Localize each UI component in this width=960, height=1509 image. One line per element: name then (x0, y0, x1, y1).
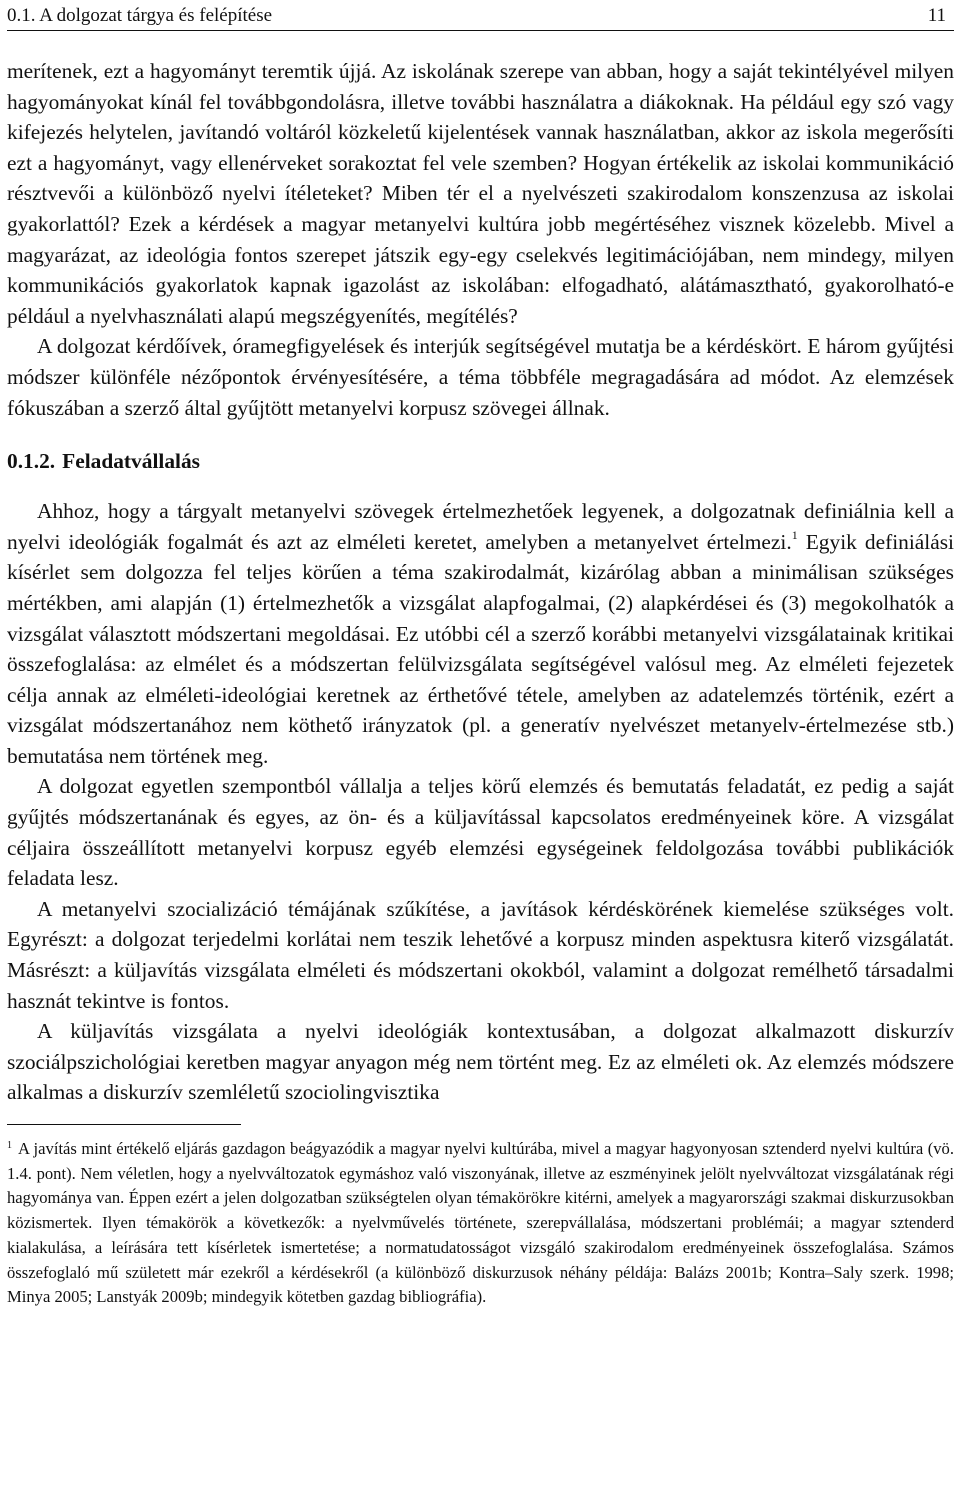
paragraph-continued: merítenek, ezt a hagyományt teremtik újjá. Az iskolának szerepe van abban, hogy a saját tekintélyével milyen hagyományokat kínál fel továbbgondolásra, illetve további használatra a diákoknak. Ha például egy szó vagy kifejezés helytelen, javítandó voltáról közkeletű kijelentések vannak használatban, akkor az iskola megerősíti ezt a hagyományt, vagy ellenérveket sorakoztat fel vele szemben? Hogyan értékelik az iskolai kommunikáció résztvevői a különböző nyelvi ítéleteket? Miben tér el a nyelvészeti szakirodalom konszenzusa az iskolai gyakorlattól? Ezek a kérdések a magyar metanyelvi kultúra jobb megértéséhez visznek közelebb. Mivel a magyarázat, az ideológia fontos szerepet játszik egy-egy cselekvés legitimációjában, nem mindegy, milyen kommunikációs gyakorlatok kapnak igazolást az iskolában: elfogadható, alátámasztható, gyakorolható-e például a nyelvhasználati alapú megszégyenítés, megítélés? (7, 59, 954, 328)
paragraph-scope: A dolgozat egyetlen szempontból vállalja a teljes körű elemzés és bemutatás feladatát, ez pedig a saját gyűjtés módszertanának és egyes, az ön- és a küljavítással kapcsolatos eredményeinek köre. A vizsgálat céljaira összeállított metanyelvi korpusz egyéb elemzési egységeinek feldolgozása további publikációk feladata lesz. (7, 774, 954, 891)
body-text (7, 56, 954, 1108)
header-rule (7, 30, 954, 31)
footnote-reference[interactable]: 1 (791, 527, 798, 542)
footnote (7, 1137, 954, 1310)
footnote-marker: 1 (7, 1140, 12, 1151)
paragraph-theoretical-reason: A küljavítás vizsgálata a nyelvi ideológiák kontextusában, a dolgozat alkalmazott diskurzív szociálpszichológiai keretben magyar anyagon még nem történt meg. Ez az elméleti ok. Az elemzés módszere alkalmas a diskurzív szemléletű szociolingvisztika (7, 1019, 954, 1105)
section-heading (7, 446, 954, 476)
paragraph-text-before-footnote: Ahhoz, hogy a tárgyalt metanyelvi szövegek értelmezhetőek legyenek, a dolgozatnak definiálnia kell a nyelvi ideológiák fogalmát és azt az elméleti keretet, amelyben a metanyelvet értelmezi. (7, 499, 954, 554)
paragraph-task-definition (7, 496, 954, 771)
footnote-text: A javítás mint értékelő eljárás gazdagon beágyazódik a magyar nyelvi kultúrába, mivel a magyar hagyonyosan sztenderd nyelvi kultúra (vö. 1.4. pont). Nem véletlen, hogy a nyelvváltozatok egymáshoz való viszonyának, illetve az eszményinek jelölt nyelvváltozat vizsgálatának régi hagyománya van. Éppen ezért a jelen dolgozatban szükségtelen olyan témakörökre kitérni, amelyek a magyarországi szakmai diskurzusokban közismertek. Ilyen témakörök a következők: a nyelvművelés története, szerepvállalása, módszertani problémái; a magyar sztenderd kialakulása, a leírására tett kísérletek ismertetése; a normatudatosságot vizsgáló szakirodalom eredményeinek összefoglalása. Számos összefoglaló mű született már ezekről a kérdésekről (a különböző diskurzusok néhány példája: Balázs 2001b; Kontra–Saly szerk. 1998; Minya 2005; Lanstyák 2009b; mindegyik kötetben gazdag bibliográfia). (7, 1139, 954, 1307)
paragraph-narrowing: A metanyelvi szocializáció témájának szűkítése, a javítások kérdéskörének kiemelése szükséges volt. Egyrészt: a dolgozat terjedelmi korlátai nem teszik lehetővé a korpusz minden aspektusra kiterő vizsgálatát. Másrészt: a küljavítás vizsgálata elméleti és módszertani okokból, valamint a dolgozat remélhető társadalmi hasznát tekintve is fontos. (7, 896, 954, 1013)
running-header (7, 0, 954, 27)
footnote-rule (7, 1124, 241, 1125)
section-number: 0.1.2. (7, 449, 56, 474)
running-header-title: 0.1. A dolgozat tárgya és felépítése (7, 5, 273, 26)
paragraph-methods: A dolgozat kérdőívek, óramegfigyelések és interjúk segítségével mutatja be a kérdéskört. E három gyűjtési módszer különféle nézőpontok érvényesítésére, a téma többféle megragadására ad módot. Az elemzések fókuszában a szerző által gyűjtött metanyelvi korpusz szövegei állnak. (7, 334, 954, 420)
paragraph-text-after-footnote: Egyik definiálási kísérlet sem dolgozza fel teljes körűen a téma szakirodalmát, kizárólag abban a minimálisan szükséges mértékben, ami alapján (1) értelmezhetők a vizsgálat alapfogalmai, (2) alapkérdései és (3) megokolhatók a vizsgálat választott módszertani megoldásai. Ez utóbbi cél a szerző korábbi metanyelvi vizsgálatainak kritikai összefoglalása: az elmélet és a módszertan felülvizsgálata segítségével valósul meg. Az elméleti fejezetek célja annak az elméleti-ideológiai keretnek az érthetővé tétele, amelyben az adatelemzés történik, ezért a vizsgálat módszertanához nem köthető irányzatok (pl. a generatív nyelvészet metanyelv-értelmezése stb.) bemutatása nem történek meg. (7, 529, 954, 768)
page-number: 11 (927, 5, 946, 26)
section-title: Feladatvállalás (62, 449, 200, 474)
